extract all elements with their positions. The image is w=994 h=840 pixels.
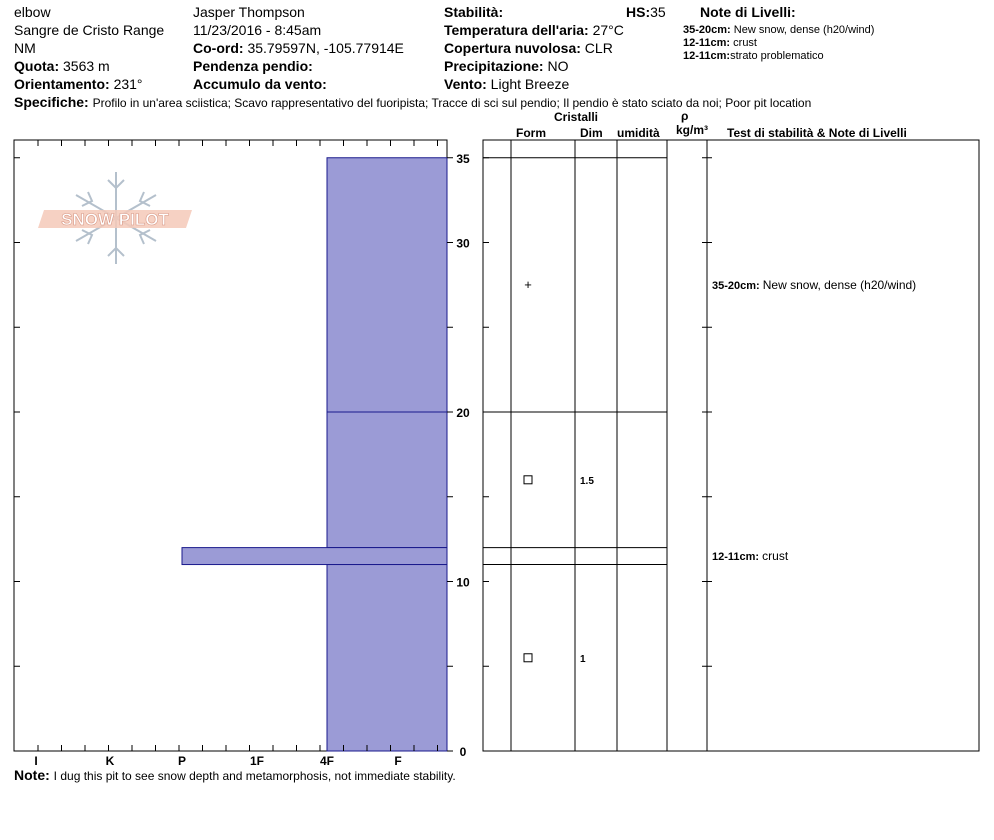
location-name: elbow <box>14 4 51 20</box>
moisture-column-header: umidità <box>617 126 660 140</box>
sky-label: Copertura nuvolosa: <box>444 40 581 56</box>
specifics-label: Specifiche: <box>14 94 89 110</box>
note-label: Note: <box>14 767 50 783</box>
hardness-label: P <box>177 754 187 768</box>
precip-value: NO <box>547 58 569 74</box>
aspect-value: 231° <box>113 76 143 92</box>
grain-size-label: 1.5 <box>580 475 594 487</box>
hardness-layer-bar <box>182 548 447 565</box>
form-column-header: Form <box>516 126 546 140</box>
hardness-label: F <box>394 754 402 768</box>
layer-note: 35-20cm: New snow, dense (h20/wind) <box>683 24 875 36</box>
size-column-header: Dim <box>580 126 603 140</box>
precip-label: Precipitazione: <box>444 58 544 74</box>
layer-note: 12-11cm: crust <box>683 37 757 49</box>
range-name: Sangre de Cristo Range <box>14 22 165 38</box>
density-symbol: ρ <box>681 109 689 123</box>
grain-form-symbol <box>524 476 532 484</box>
depth-label: 10 <box>456 575 470 590</box>
hardness-label: I <box>34 754 38 768</box>
air-temp-value: 27°C <box>592 22 624 38</box>
state-name: NM <box>14 40 36 56</box>
depth-label: 20 <box>456 406 470 420</box>
grain-form-symbol: + <box>524 276 532 292</box>
layer-notes-title: Note di Livelli: <box>700 4 796 20</box>
depth-label: 35 <box>456 151 470 166</box>
note-value: I dug this pit to see snow depth and metamorphosis, not immediate stability. <box>53 769 456 783</box>
sky-value: CLR <box>584 40 613 56</box>
footer-note <box>14 767 456 783</box>
coord-value: 35.79597N, -105.77914E <box>247 40 404 56</box>
aspect-label: Orientamento: <box>14 76 110 92</box>
air-temp-label: Temperatura dell'aria: <box>444 22 589 38</box>
tests-column-header: Test di stabilità & Note di Livelli <box>727 126 907 140</box>
hardness-layer-bar <box>327 412 447 548</box>
slope-label: Pendenza pendio: <box>193 58 313 74</box>
stability-label: Stabilità: <box>444 4 504 20</box>
crystal-table-frame <box>483 140 979 751</box>
layer-annotation: 12-11cm: crust <box>712 549 789 564</box>
hardness-label: 4F <box>319 754 335 768</box>
grain-size-label: 1 <box>580 653 586 665</box>
observer-name: Jasper Thompson <box>193 4 305 20</box>
hardness-layer-bar <box>327 565 447 751</box>
observation-datetime: 11/23/2016 - 8:45am <box>193 22 322 38</box>
logo-text: SNOW PILOT <box>61 210 169 229</box>
layer-note: 12-11cm:strato problematico <box>683 50 824 62</box>
hs-value: 35 <box>650 4 666 20</box>
hardness-label: K <box>105 754 115 768</box>
hardness-layer-bar <box>327 158 447 412</box>
elevation-label: Quota: <box>14 58 60 74</box>
wind-value: Light Breeze <box>490 76 570 92</box>
layer-annotation: 35-20cm: New snow, dense (h20/wind) <box>712 277 917 292</box>
crystals-header: Cristalli <box>554 110 599 124</box>
grain-form-symbol <box>524 654 532 662</box>
elevation-value: 3563 m <box>63 58 110 74</box>
hardness-label: 1F <box>249 754 265 768</box>
density-unit: kg/m³ <box>676 123 709 137</box>
wind-label: Vento: <box>444 76 487 92</box>
specifics-value: Profilo in un'area sciistica; Scavo rappresentativo del fuoripista; Tracce di sci sul pendio; Il pendio è stato sciato da noi; Poor pit location <box>92 96 812 110</box>
hs-label: HS: <box>626 4 651 20</box>
coord-label: Co-ord: <box>193 40 244 56</box>
depth-label: 30 <box>456 236 470 251</box>
wind-loading-label: Accumulo da vento: <box>193 76 327 92</box>
depth-label: 0 <box>459 745 467 759</box>
